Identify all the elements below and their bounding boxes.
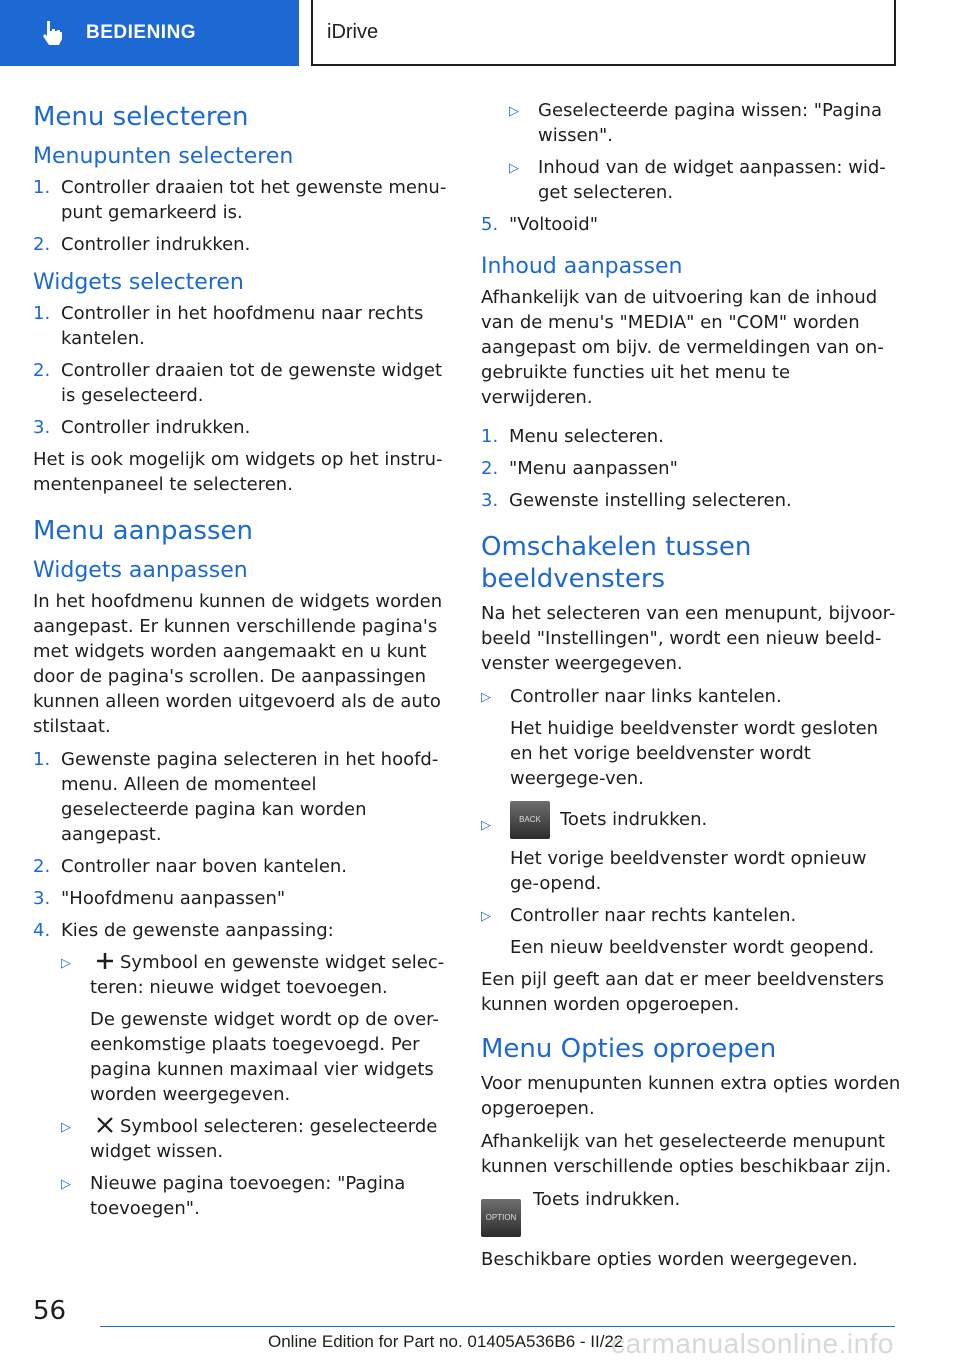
list-item [33,854,448,879]
options-final: Beschikbare opties worden weergegeven. [481,1249,858,1270]
step-text: Controller naar boven kantelen. [61,856,348,877]
list-item [33,358,448,408]
widgets-note: Het is ook mogelijk om widgets op het instru-mentenpaneel te selecteren. [33,449,443,495]
option-text: Nieuwe pagina toevoegen: "Pagina toevoegen". [90,1173,406,1219]
step-text: Controller indrukken. [61,417,251,438]
switch-intro: Na het selecteren van een menupunt, bijvoor-beeld "Instellingen", wordt een nieuw beeld-venster weergegeven. [481,603,896,674]
list-item [509,98,901,148]
step-text: Controller indrukken. [61,234,251,255]
list-item [481,801,901,896]
step-text: Controller draaien tot de gewenste widget is geselecteerd. [61,360,443,406]
step-number: 1. [33,303,51,324]
edition-text: Online Edition for Part no. 01405A536B6 - II/22 [268,1332,624,1351]
list-item [481,424,901,449]
adjust-options [61,950,448,1221]
left-column [33,95,448,1235]
step-number: 5. [481,214,499,235]
step-number: 3. [33,417,51,438]
chapter-tab [311,0,896,66]
triangle-bullet-icon: ▷ [481,690,491,705]
switch-items [481,684,901,960]
option-button-icon: OPTION [481,1199,521,1237]
adjust-steps [33,747,448,1228]
switch-detail: Het huidige beeldvenster wordt gesloten en het vorige beeldvenster wordt weergege-ven. [510,718,879,789]
triangle-bullet-icon: ▷ [509,104,519,119]
step-text: "Voltooid" [509,214,598,235]
options-paragraph-1: Voor menupunten kunnen extra opties worden opgeroepen. [481,1073,901,1119]
triangle-bullet-icon: ▷ [481,909,491,924]
switch-text: Controller naar links kantelen. [510,686,782,707]
page-number: 56 [33,1296,67,1326]
list-item [481,684,901,791]
switch-detail: Het vorige beeldvenster wordt opnieuw ge-opend. [510,848,867,894]
list-item [61,1171,448,1221]
list-item [481,456,901,481]
heading-menu-adjust: Menu aanpassen [33,516,253,546]
step-number: 2. [33,856,51,877]
option-detail: De gewenste widget wordt op de over-eenkomstige plaats toegevoegd. Per pagina kunnen maximaal vier widgets worden weergegeven. [90,1009,439,1105]
list-item [61,1114,448,1164]
back-button-icon: BACK [510,801,550,839]
close-icon [94,1115,116,1135]
list-item [33,747,448,847]
step-text: Menu selecteren. [509,426,664,447]
heading-widgets-adjust: Widgets aanpassen [33,558,248,583]
switch-note: Een pijl geeft aan dat er meer beeldvensters kunnen worden opgeroepen. [481,969,884,1015]
step-text: Controller draaien tot het gewenste menu-punt gemarkeerd is. [61,177,447,223]
step-number: 1. [481,426,499,447]
list-item [481,488,901,513]
switch-text: Toets indrukken. [560,809,708,830]
heading-content-adjust: Inhoud aanpassen [481,254,683,279]
section-tab [0,0,299,66]
step-text: "Menu aanpassen" [509,458,678,479]
list-item [481,903,901,960]
list-item [481,212,901,237]
list-item [61,950,448,1107]
step-number: 3. [481,490,499,511]
step-number: 2. [481,458,499,479]
watermark: carmanualsonline.info [611,1328,894,1359]
heading-menu-select: Menu selecteren [33,102,249,132]
list-item [33,886,448,911]
list-item [33,301,448,351]
option-text: Geselecteerde pagina wissen: "Pagina wissen". [538,100,882,146]
step-number: 2. [33,360,51,381]
triangle-bullet-icon: ▷ [481,818,491,833]
heading-menu-options: Menu Opties oproepen [481,1034,777,1064]
adjust-options-continued [481,98,901,205]
list-item [33,175,448,225]
list-item [33,232,448,257]
step-text: Controller in het hoofdmenu naar rechts kantelen. [61,303,424,349]
hand-pointer-icon [40,19,66,47]
widgets-steps [33,301,448,440]
step-number: 1. [33,749,51,770]
step-number: 4. [33,920,51,941]
options-paragraph-2: Afhankelijk van het geselecteerde menupunt kunnen verschillende opties beschikbaar zijn. [481,1131,892,1177]
heading-menupoints: Menupunten selecteren [33,144,294,169]
heading-switch-windows: Omschakelen tussen beeldvensters [481,532,752,594]
page-header [0,0,960,66]
option-text: Symbool selecteren: geselecteerde widget wissen. [90,1116,438,1162]
switch-detail: Een nieuw beeldvenster wordt geopend. [510,937,875,958]
heading-widgets-select: Widgets selecteren [33,270,244,295]
triangle-bullet-icon: ▷ [61,1120,71,1135]
option-text: Inhoud van de widget aanpassen: wid-get selecteren. [538,157,886,203]
content-intro: Afhankelijk van de uitvoering kan de inhoud van de menu's "MEDIA" en "COM" worden aangepast om bijv. de vermeldingen van on-gebruikte functies uit het menu te verwijderen. [481,287,884,408]
widgets-adjust-intro: In het hoofdmenu kunnen de widgets worden aangepast. Er kunnen verschillende pagina's met widgets worden aangemaakt en u kunt door de pagina's scrollen. De aanpassingen kunnen alleen worden uitgevoerd als de auto stilstaat. [33,591,443,737]
step-number: 2. [33,234,51,255]
triangle-bullet-icon: ▷ [509,161,519,176]
step-text: Gewenste pagina selecteren in het hoofd-menu. Alleen de momenteel geselecteerde pagina kan worden aangepast. [61,749,439,845]
step-number: 3. [33,888,51,909]
chapter-title: iDrive [327,20,379,43]
option-text: Symbool en gewenste widget selec-teren: nieuwe widget toevoegen. [90,952,445,998]
right-column [481,98,901,1280]
switch-text: Controller naar rechts kantelen. [510,905,797,926]
step-text: Kies de gewenste aanpassing: [61,920,334,941]
list-item [33,918,448,1228]
option-press-text: Toets indrukken. [533,1189,681,1210]
option-key-row [481,1187,901,1237]
step-text: "Hoofdmenu aanpassen" [61,888,286,909]
step-text: Gewenste instelling selecteren. [509,490,792,511]
step-number: 1. [33,177,51,198]
content-steps [481,424,901,513]
list-item [509,155,901,205]
final-step [481,212,901,237]
menupoints-steps [33,175,448,257]
footer-divider [100,1326,895,1327]
triangle-bullet-icon: ▷ [61,956,71,971]
plus-icon [94,951,116,971]
list-item [33,415,448,440]
section-title: BEDIENING [86,22,197,43]
triangle-bullet-icon: ▷ [61,1177,71,1192]
